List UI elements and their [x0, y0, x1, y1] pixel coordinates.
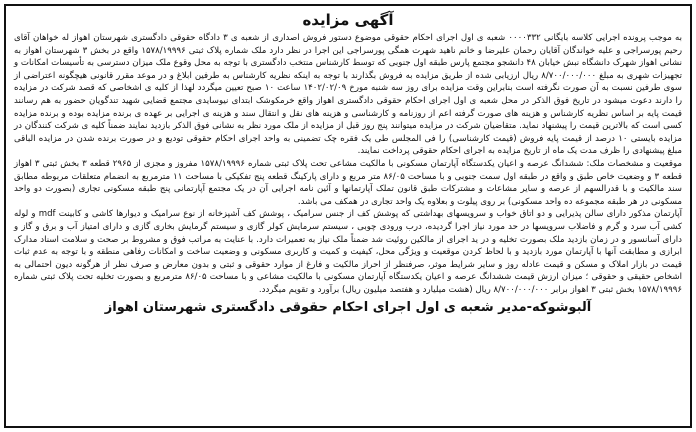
notice-paragraph-valuation: آپارتمان مذکور دارای سالن پذیرایی و دو اتاق خواب و سرویسهای بهداشتی که پوشش کف از جنس سرامیک ، پوشش کف آشپزخانه از نوع سرامیک و دیوارها کاشی و کابینت mdf و لوله کشی آب سرد و گرم و فاضلاب سرویسها در حد مورد نیاز اجرا گردیده، درب ورودی چوبی ، سیستم سرمایش کولر گازی و سیستم گرمایش بخاری گازی و دارای امتیاز آب و برق و گاز و دارای آسانسور و در زمان بازدید ملک بصورت تخلیه و در ید اجرای از مالکین روئیت شد ضمناً ملک نیاز به تعمیرات دارد. با عنایت به مراتب فوق و مشروط بر صحت و سلامت اسناد مدارک ابرازی و مطابقت آنها با آپارتمان مورد بازدید و با لحاظ کردن موقعیت و ویژگی محل، کیفیت و کمیت و کاربری مسکونی و وضعیت ساخت و امکانات رفاهی منطقه و با توجه به عدم ثبات قیمت در بازار املاک و مسکن و قیمت عادله روز و سایر شرایط موثر، صرفنظر از احراز مالکیت و فارغ از موارد حقوقی و ثبتی و بدون معارض و صرف نظر از هرگونه دیون احتمالی به اشخاص حقیقی و حقوقی ؛ میزان ارزش قیمت ششدانگ عرصه و اعیان یکدستگاه آپارتمان مسکونی با مالکیت مشاعی و با مساحت ۸۶/۰۵ مترمربع و بصورت تخلیه تحت پلاک ثبتی شماره ۱۵۷۸/۱۹۹۹۶ بخش ثبتی ۳ اهواز برابر ۸/۷۰۰/۰۰۰/۰۰۰ ریال (هشت میلیارد و هفتصد میلیون ریال) برآورد و تقویم میگردد. [14, 209, 683, 295]
legal-notice [4, 4, 692, 428]
notice-paragraph-property-details: موقعیت و مشخصات ملک: ششدانگ عرصه و اعیان یکدستگاه آپارتمان مسکونی با مالکیت مشاعی تحت پلاک ثبتی شماره ۱۵۷۸/۱۹۹۹۶ مفروز و مجزی از ۲۹۶۵ قطعه ۳ بخش ثبتی ۳ اهواز قطعه ۳ و وضعیت خاص طبق و واقع در طبقه اول سمت جنوبی و با مساحت ۸۶/۰۵ متر مربع و دارای پارکینگ قطعه پنج تفکیکی با مساحت ۱۱ مترمربع به انضمام متعلقات مربوطه مطابق سند مالکیت و با قدرالسهم از عرصه و سایر مشاعات و مشترکات طبق قانون تملک آپارتمانها و آئین نامه اجرایی آن در یک مجتمع آپارتمانی پنج طبقه مسکونی تجاری (بصورت دو واحد مسکونی در هر طبقه مجموعه ده واحد مسکونی) بر روی پیلوت و بعلاوه یک واحد تجاری در همکف می باشد. [14, 158, 682, 207]
notice-signature: آلبوشوکه-مدیر شعبه ی اول اجرای احکام حقوقی دادگستری شهرستان اهواز [104, 300, 592, 316]
notice-paragraph-intro: به موجب پرونده اجرایی کلاسه بایگانی ۰۰۰۰۳۳۲ شعبه ی اول اجرای احکام حقوقی موضوع دستور فروش اصداری از شعبه ی ۳ دادگاه حقوقی دادگستری شهرستان اهواز له خواهان آقای رحیم پورسراجی و علیه خواندگان آقایان رحمان علیرضا و خانم ناهید شهرت همگی پورسراجی این اجرا در نظر دارد ملک شماره پلاک ثبتی ۱۵۷۸/۱۹۹۹۶ واقع در بخش ۳ شهرستان اهواز به نشانی اهواز شهرک دانشگاه نبش خیابان ۴۸ دانشجو مجتمع پارس طبقه اول جنوبی که توسط کارشناس منتخب دادگستری با توجه به محل وقوع ملک میزان دسترسی به تأسیسات امکانات و تجهیزات شهری به مبلغ ۸/۷۰۰/۰۰۰/۰۰۰ ریال ارزیابی شده از طریق مزایده به فروش بگذارند با توجه به اینکه نظریه کارشناس به طرفین ابلاغ و در موعد مقرر قانونی هیچگونه اعتراضی از سوی طرفین نسبت به آن صورت نگرفته است بنابراین وقت مزایده برای روز سه شنبه مورخ ۱۴۰۲/۰۲/۰۹ ساعت ۱۰ صبح تعیین میگردد لهذا از کلیه ی اشخاصی که قصد شرکت در مزایده را دارند دعوت میشود در تاریخ فوق الذکر در محل شعبه ی اول اجرای احکام حقوقی دادگستری اهواز واقع خرمکوشک ابتدای نیوسایدی مجتمع قضایی شهید تندگویان حضور به هم رسانند قیمت پایه بر اساس نظریه کارشناس و هزینه های صورت گرفته اعم از روزنامه و کارشناسی و هزینه های نقل و انتقال سند و هزینه ی اجرایی بر عهده ی برنده مزایده بوده و برنده مزایده کسی است که بالاترین قیمت را پیشنهاد نماید. متقاضیان شرکت در مزایده میتوانند پنج روز قبل از مزایده از ملک مورد نظر به نشانی فوق الذکر بازدید نمایند ضمناً کلیه ی شرکت کنندگان در مزایده بایستی ۱۰ درصد از قیمت پایه فروش (قیمت کارشناسی) را فی المجلس طی یک فقره چک تضمینی به واحد اجرای احکام حقوقی تودیع و در صورت برنده شدن در مزایده الباقی مبلغ پیشنهادی را ظرف مدت یک ماه از تاریخ مزایده به اجرای احکام حقوقی پرداخت نمایند. [14, 33, 683, 157]
notice-title: آگهی مزایده [302, 11, 394, 29]
